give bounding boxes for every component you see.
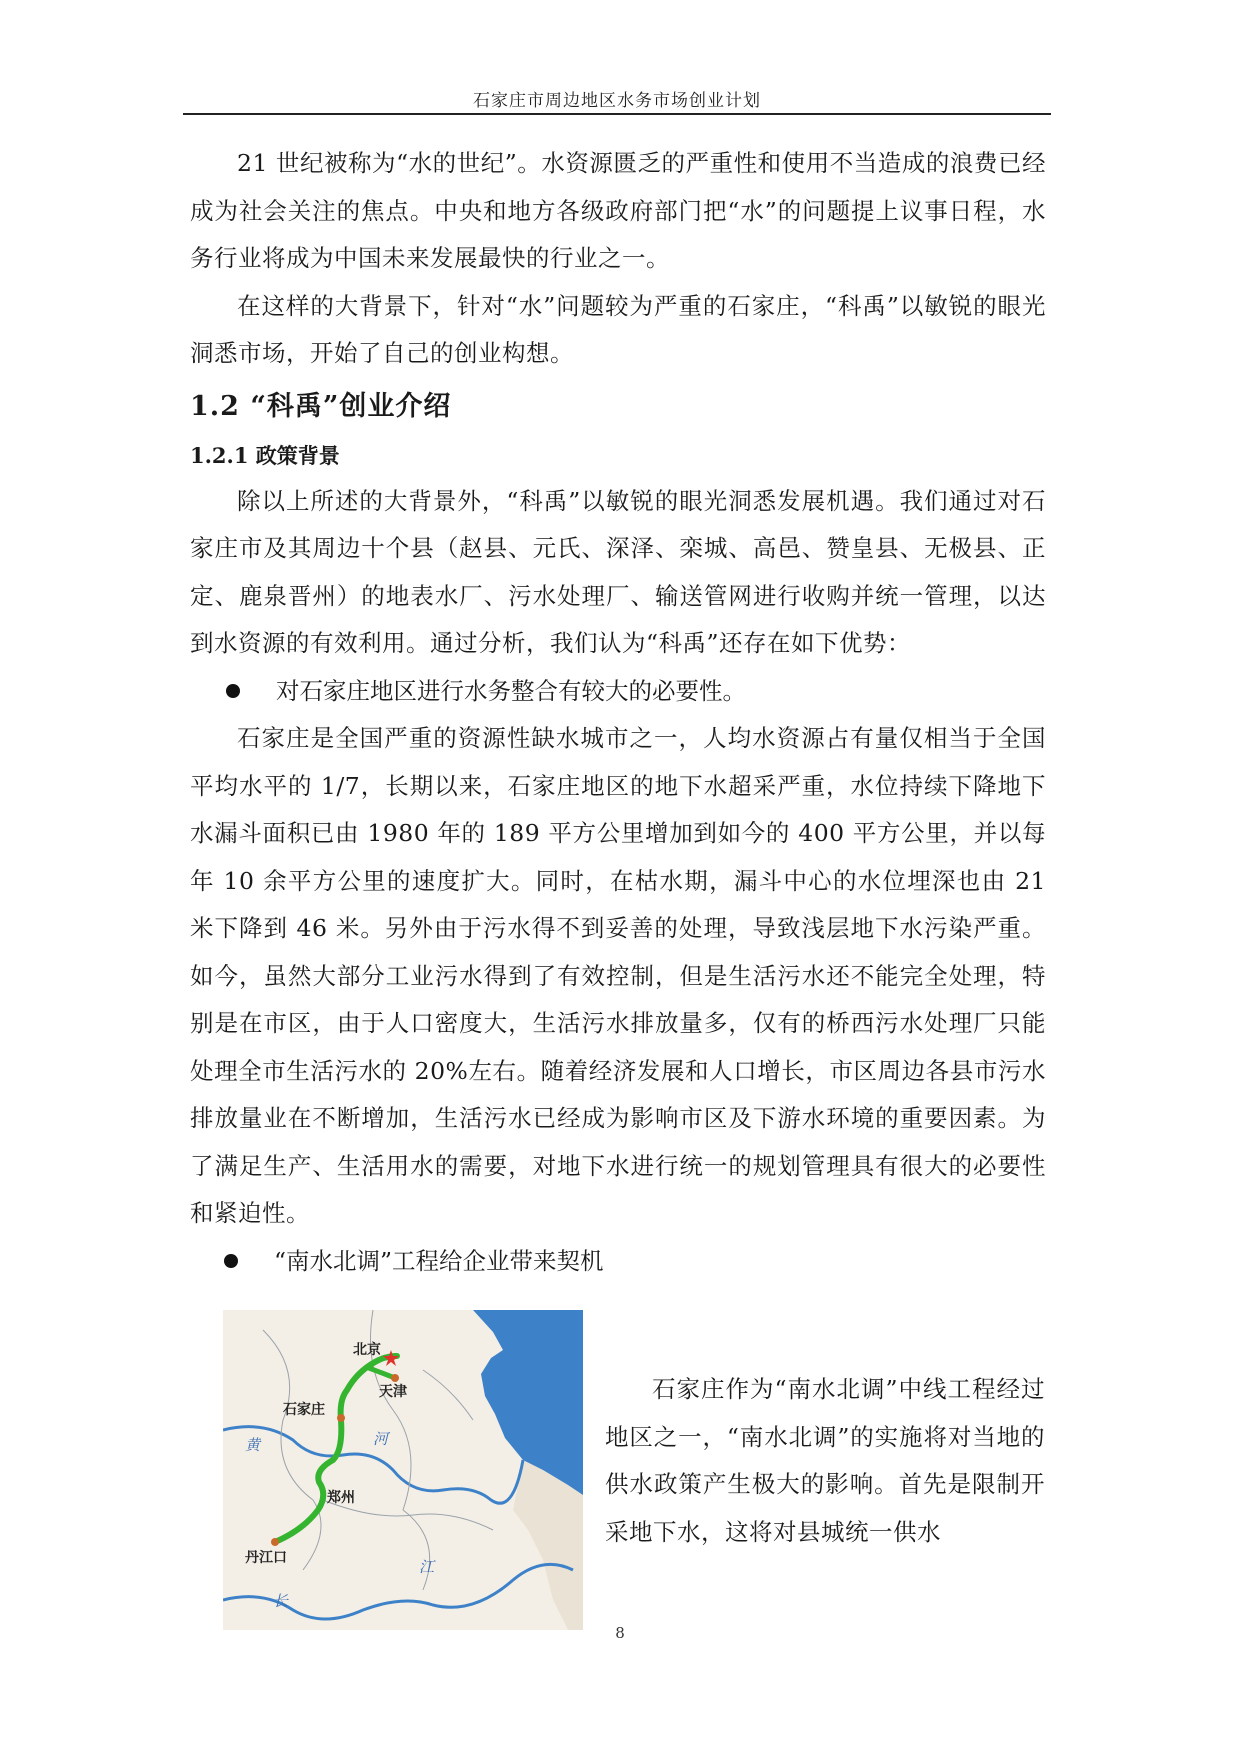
label-river-huang: 黄 <box>245 1436 261 1454</box>
paragraph-south-north: 石家庄作为“南水北调”中线工程经过地区之一，“南水北调”的实施将对当地的供水政策产生极大的影响。首先是限制开采地下水，这将对县城统一供水 <box>605 1375 1045 1546</box>
section-heading: 1.2 “科禹”创业介绍 <box>190 390 452 422</box>
label-tianjin: 天津 <box>379 1384 407 1400</box>
label-beijing: 北京 <box>353 1342 381 1358</box>
map-svg <box>223 1310 583 1630</box>
paragraph-policy: 除以上所述的大背景外，“科禹”以敏锐的眼光洞悉发展机遇。我们通过对石家庄市及其周边十个县（赵县、元氏、深泽、栾城、高邑、赞皇县、无极县、正定、鹿泉晋州）的地表水厂、污水处理厂、输送管网进行收购并统一管理，以达到水资源的有效利用。通过分析，我们认为“科禹”还存在如下优势： <box>190 486 1046 657</box>
running-header: 石家庄市周边地区水务市场创业计划 <box>473 91 761 111</box>
south-north-water-map <box>223 1310 583 1630</box>
header-rule <box>183 113 1051 115</box>
bullet-text: 对石家庄地区进行水务整合有较大的必要性。 <box>276 676 746 705</box>
label-river-he: 河 <box>373 1430 389 1448</box>
main-content <box>190 140 1046 1285</box>
paragraph-intro: 21 世纪被称为“水的世纪”。水资源匮乏的严重性和使用不当造成的浪费已经成为社会关注的焦点。中央和地方各级政府部门把“水”的问题提上议事日程，水务行业将成为中国未来发展最快的行业之一。 <box>190 149 1046 272</box>
danjiangkou-dot <box>271 1538 279 1546</box>
bullet-text: “南水北调”工程给企业带来契机 <box>274 1246 604 1275</box>
bullet-item-integration <box>190 668 1046 716</box>
label-zhengzhou: 郑州 <box>327 1490 355 1506</box>
label-river-jiang: 江 <box>419 1558 435 1576</box>
paragraph-background: 在这样的大背景下，针对“水”问题较为严重的石家庄，“科禹”以敏锐的眼光洞悉市场，开始了自己的创业构想。 <box>190 291 1046 367</box>
label-shijiazhuang: 石家庄 <box>283 1402 325 1418</box>
label-danjiangkou: 丹江口 <box>245 1550 287 1566</box>
page-number: 8 <box>615 1624 625 1642</box>
bullet-dot-icon <box>226 684 240 698</box>
paragraph-water-shortage: 石家庄是全国严重的资源性缺水城市之一，人均水资源占有量仅相当于全国平均水平的 1/7，长期以来，石家庄地区的地下水超采严重，水位持续下降地下水漏斗面积已由 1980 年的 189 平方公里增加到如今的 400 平方公里，并以每年 10 余平方公里的速度扩大。同时，在枯水期，漏斗中心的水位埋深也由 21 米下降到 46 米。另外由于污水得不到妥善的处理，导致浅层地下水污染严重。如今，虽然大部分工业污水得到了有效控制，但是生活污水还不能完全处理，特别是在市区，由于人口密度大，生活污水排放量多，仅有的桥西污水处理厂只能处理全市生活污水的 20%左右。随着经济发展和人口增长，市区周边各县市污水排放量业在不断增加，生活污水已经成为影响市区及下游水环境的重要因素。为了满足生产、生活用水的需要，对地下水进行统一的规划管理具有很大的必要性和紧迫性。 <box>190 724 1046 1227</box>
bullet-dot-icon <box>224 1254 238 1268</box>
bullet-item-south-north <box>190 1238 1046 1286</box>
tianjin-dot <box>391 1374 399 1382</box>
shijiazhuang-dot <box>337 1414 345 1422</box>
subsection-heading: 1.2.1 政策背景 <box>190 442 340 468</box>
label-river-chang: 长 <box>273 1592 289 1610</box>
